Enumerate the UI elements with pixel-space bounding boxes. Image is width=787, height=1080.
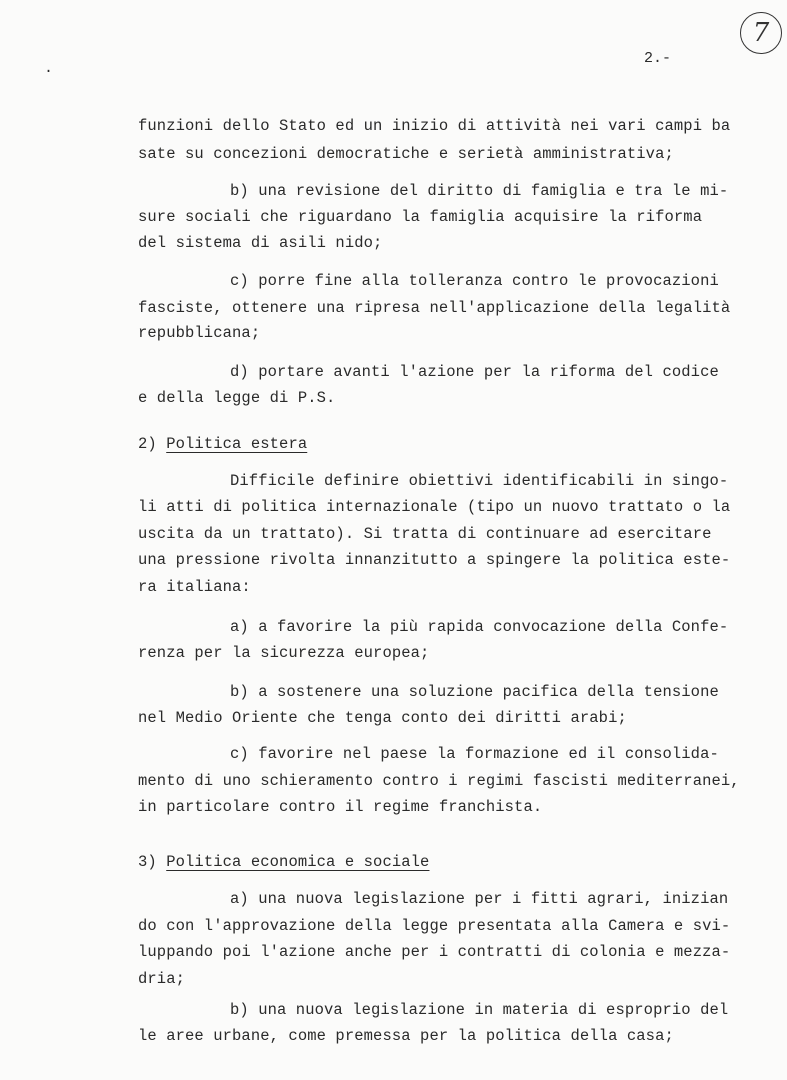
text-line: d) portare avanti l'azione per la riforma del codice	[230, 363, 719, 381]
section-heading-2	[138, 435, 307, 453]
text-line: del sistema di asili nido;	[138, 234, 383, 252]
text-line: uscita da un trattato). Si tratta di continuare ad esercitare	[138, 525, 712, 543]
text-line: c) favorire nel paese la formazione ed il consolida-	[230, 745, 719, 763]
section-number: 3)	[138, 853, 157, 871]
text-line: le aree urbane, come premessa per la politica della casa;	[138, 1027, 674, 1045]
text-line: una pressione rivolta innanzitutto a spingere la politica este-	[138, 551, 731, 569]
text-line: repubblicana;	[138, 324, 261, 342]
text-line: b) una revisione del diritto di famiglia e tra le mi-	[230, 182, 729, 200]
section-heading-3	[138, 853, 429, 871]
text-line: Difficile definire obiettivi identificabili in singo-	[230, 472, 729, 490]
section-title: Politica economica e sociale	[166, 853, 430, 871]
text-line: in particolare contro il regime franchista.	[138, 798, 543, 816]
margin-mark: .	[44, 60, 54, 77]
text-line: nel Medio Oriente che tenga conto dei diritti arabi;	[138, 709, 627, 727]
text-line: c) porre fine alla tolleranza contro le provocazioni	[230, 272, 719, 290]
text-line: mento di uno schieramento contro i regimi fascisti mediterranei,	[138, 772, 740, 790]
text-line: e della legge di P.S.	[138, 389, 336, 407]
section-title: Politica estera	[166, 435, 308, 453]
text-line: ra italiana:	[138, 578, 251, 596]
text-line: renza per la sicurezza europea;	[138, 644, 430, 662]
section-number: 2)	[138, 435, 157, 453]
text-line: sate su concezioni democratiche e serietà amministrativa;	[138, 145, 674, 163]
text-line: li atti di politica internazionale (tipo un nuovo trattato o la	[138, 498, 731, 516]
text-line: fasciste, ottenere una ripresa nell'applicazione della legalità	[138, 299, 731, 317]
text-line: dria;	[138, 970, 186, 988]
text-line: sure sociali che riguardano la famiglia acquisire la riforma	[138, 208, 703, 226]
text-line: luppando poi l'azione anche per i contratti di colonia e mezza-	[138, 943, 731, 961]
page-number: 2.-	[644, 50, 672, 67]
page-stamp: 7	[740, 12, 782, 54]
text-line: funzioni dello Stato ed un inizio di attività nei vari campi ba	[138, 117, 731, 135]
text-line: b) una nuova legislazione in materia di esproprio del	[230, 1001, 729, 1019]
text-line: a) a favorire la più rapida convocazione della Confe-	[230, 618, 729, 636]
text-line: b) a sostenere una soluzione pacifica della tensione	[230, 683, 719, 701]
text-line: do con l'approvazione della legge presentata alla Camera e svi-	[138, 917, 731, 935]
text-line: a) una nuova legislazione per i fitti agrari, inizian	[230, 890, 729, 908]
